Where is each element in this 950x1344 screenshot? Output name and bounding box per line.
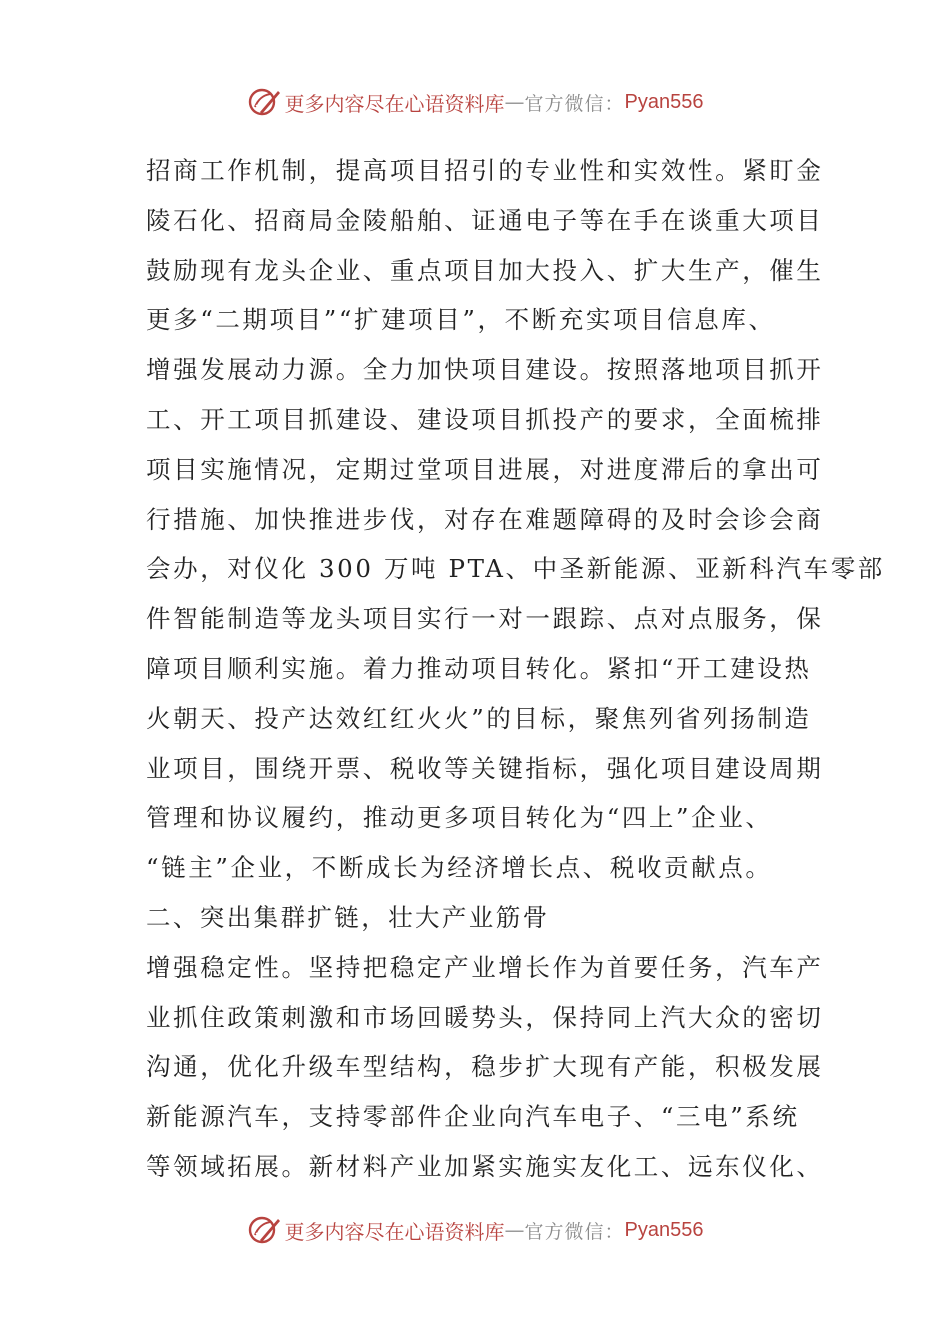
text-line: 工、开工项目抓建设、建设项目抓投产的要求，全面梳排 <box>146 404 824 434</box>
text-line: 陵石化、招商局金陵船舶、证通电子等在手在谈重大项目 <box>146 205 824 235</box>
promo-text: 更多内容尽在心语资料库 <box>284 1219 505 1244</box>
text-line: 增强发展动力源。全力加快项目建设。按照落地项目抓开 <box>146 355 824 385</box>
text-line: 鼓励现有龙头企业、重点项目加大投入、扩大生产，催生 <box>146 255 824 285</box>
text-line: 会办，对仪化 300 万吨 PTA、中圣新能源、亚新科汽车零部 <box>146 554 885 584</box>
text-line: 行措施、加快推进步伐，对存在难题障碍的及时会诊会商 <box>146 504 824 534</box>
text-line: “链主”企业，不断成长为经济增长点、税收贡献点。 <box>146 853 773 883</box>
text-line: 等领域拓展。新材料产业加紧实施实友化工、远东仪化、 <box>146 1151 824 1181</box>
footer-banner <box>0 1210 950 1250</box>
document-body <box>146 146 885 1192</box>
separator-dash: — <box>504 90 525 114</box>
wechat-id: Pyan556 <box>624 90 704 113</box>
text-line: 更多“二期项目”“扩建项目”，不断充实项目信息库、 <box>146 305 776 335</box>
text-line: 件智能制造等龙头项目实行一对一跟踪、点对点服务，保 <box>146 604 824 634</box>
text-line: 增强稳定性。坚持把稳定产业增长作为首要任务，汽车产 <box>146 952 824 982</box>
wechat-id: Pyan556 <box>624 1218 704 1241</box>
pen-logo-icon <box>247 85 281 119</box>
wechat-label: 官方微信： <box>524 92 625 115</box>
text-line: 项目实施情况，定期过堂项目进展，对进度滞后的拿出可 <box>146 454 824 484</box>
section-heading: 二、突出集群扩链，壮大产业筋骨 <box>146 902 550 932</box>
text-line: 沟通，优化升级车型结构，稳步扩大现有产能，积极发展 <box>146 1052 824 1082</box>
text-line: 火朝天、投产达效红红火火”的目标，聚焦列省列扬制造 <box>146 703 812 733</box>
text-line: 业项目，围绕开票、税收等关键指标，强化项目建设周期 <box>146 753 824 783</box>
header-banner <box>0 82 950 122</box>
promo-text: 更多内容尽在心语资料库 <box>284 91 505 116</box>
text-line: 新能源汽车，支持零部件企业向汽车电子、“三电”系统 <box>146 1102 800 1132</box>
wechat-label: 官方微信： <box>524 1220 625 1243</box>
pen-logo-icon <box>247 1213 281 1247</box>
text-line: 障项目顺利实施。着力推动项目转化。紧扣“开工建设热 <box>146 653 812 683</box>
separator-dash: — <box>504 1218 525 1242</box>
text-line: 招商工作机制，提高项目招引的专业性和实效性。紧盯金 <box>146 156 824 185</box>
text-line: 业抓住政策刺激和市场回暖势头，保持同上汽大众的密切 <box>146 1002 824 1032</box>
text-line: 管理和协议履约，推动更多项目转化为“四上”企业、 <box>146 803 773 833</box>
